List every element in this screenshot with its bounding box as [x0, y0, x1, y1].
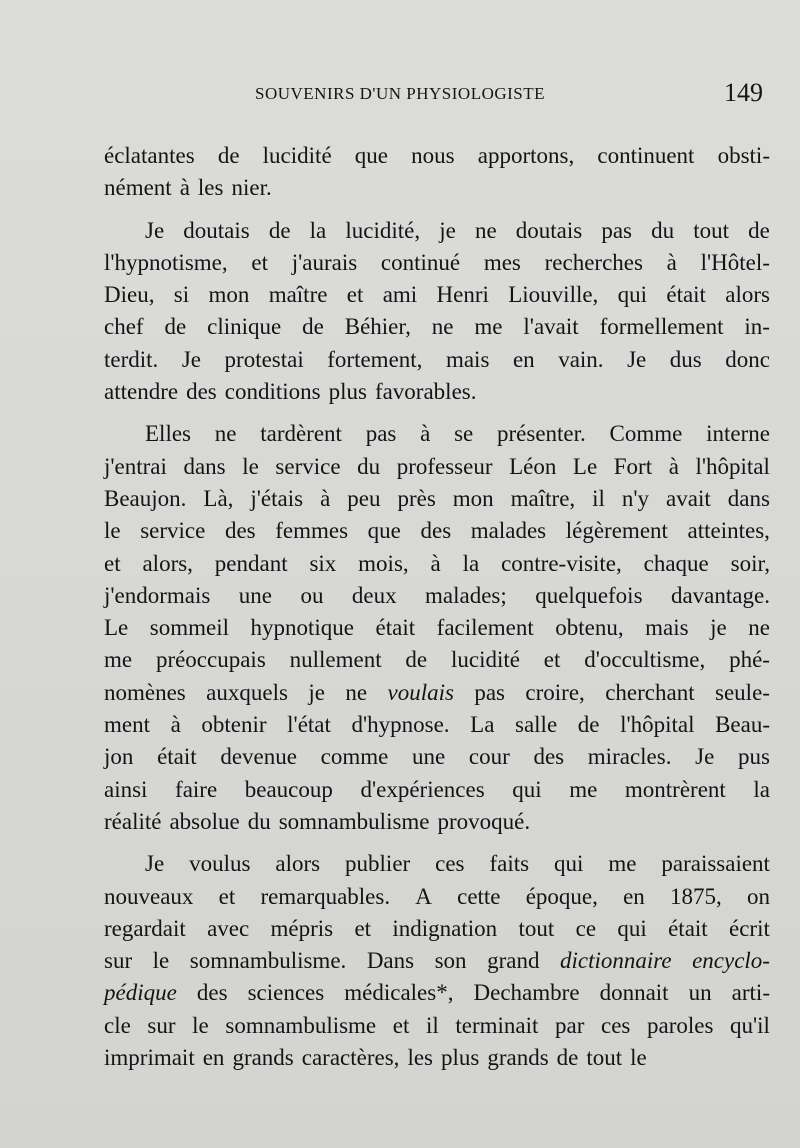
word: Dechambre	[473, 980, 580, 1006]
word: apportons,	[477, 143, 575, 168]
word: de	[164, 314, 187, 340]
word: plus	[441, 1045, 480, 1071]
text-line	[104, 548, 770, 580]
word: Fort	[613, 453, 653, 479]
word: soir,	[730, 550, 770, 576]
word: les	[197, 175, 224, 201]
word: plus	[328, 379, 367, 405]
word: comme	[320, 744, 389, 770]
text-line	[104, 311, 770, 343]
word: me	[608, 851, 637, 877]
word: avait	[666, 485, 711, 511]
word: absolue	[169, 808, 240, 834]
text-line	[104, 279, 770, 311]
word: la	[462, 550, 480, 576]
word: paroles	[646, 1012, 714, 1038]
text-line	[104, 612, 770, 644]
word: remarquables.	[260, 883, 391, 909]
text-line	[104, 247, 770, 279]
word: écrit	[729, 915, 770, 941]
word: avec	[207, 915, 250, 941]
word: Je	[145, 217, 165, 243]
word: miracles.	[587, 744, 672, 770]
word: in-	[744, 314, 770, 340]
word: de	[577, 712, 600, 738]
word: qui	[554, 851, 584, 877]
word: formellement	[599, 314, 724, 340]
word: présenter.	[497, 421, 586, 447]
word: pus	[737, 744, 770, 770]
word: attendre	[104, 379, 179, 405]
text-line	[104, 1010, 770, 1042]
word: nous	[411, 143, 455, 168]
word: peu	[347, 485, 381, 511]
word: n'y	[621, 485, 650, 511]
text-line	[104, 580, 770, 612]
text-line	[104, 344, 770, 376]
word: et	[251, 249, 268, 275]
page-number: 149	[724, 78, 763, 107]
word: et	[346, 282, 364, 308]
word: grand	[487, 948, 540, 974]
text-line	[104, 677, 770, 709]
word: réalité	[104, 808, 162, 834]
word: ces	[601, 1012, 631, 1038]
word: je	[710, 615, 727, 641]
word: nomènes	[104, 679, 186, 705]
word: était	[668, 915, 708, 941]
word: une	[412, 744, 446, 770]
word: me	[569, 776, 598, 802]
word: continué	[380, 249, 461, 275]
text-line	[104, 741, 770, 773]
word: Liouville,	[508, 282, 599, 308]
word: à	[420, 421, 431, 447]
text-line	[104, 881, 770, 913]
word: nément	[104, 175, 172, 201]
word: alors	[275, 851, 321, 877]
word: regardait	[104, 915, 186, 941]
word: le	[104, 518, 121, 544]
text-line	[104, 376, 770, 408]
word: j'étais	[250, 485, 304, 511]
word: cette	[457, 883, 501, 909]
word: tout	[586, 1045, 623, 1071]
word: à	[179, 175, 190, 201]
word: quelquefois	[535, 582, 643, 608]
word: à	[170, 712, 181, 738]
word: du	[247, 808, 271, 834]
word: maître,	[510, 485, 576, 511]
word: voulus	[189, 851, 251, 877]
word: mon	[452, 485, 494, 511]
word: pas	[474, 679, 506, 705]
word: et	[218, 883, 236, 909]
word: Elles	[145, 421, 191, 447]
running-head: SOUVENIRS D'UN PHYSIOLOGISTE	[255, 84, 546, 103]
word: le	[152, 948, 170, 974]
word: près	[397, 485, 436, 511]
word: à	[668, 453, 679, 479]
word: Beau-	[715, 712, 770, 738]
word: indignation	[392, 915, 498, 941]
word: se	[454, 421, 474, 447]
word: clinique	[207, 314, 282, 340]
word: ne	[748, 615, 770, 641]
word: de	[268, 217, 291, 243]
word: femmes	[275, 518, 349, 544]
word: je	[439, 217, 456, 243]
word: dictionnaire	[559, 948, 672, 974]
word: lucidité	[450, 647, 520, 673]
word: terdit.	[104, 346, 159, 372]
text-line	[104, 215, 770, 247]
word: Je	[627, 346, 647, 372]
word: qui	[512, 776, 542, 802]
text-line	[104, 1042, 770, 1074]
word: somnambulisme.	[189, 948, 347, 974]
word: mais	[645, 615, 689, 641]
word: il	[592, 485, 605, 511]
word: malades	[470, 518, 547, 544]
word: beaucoup	[244, 776, 333, 802]
word: provoqué.	[437, 808, 531, 834]
word: cour	[468, 744, 510, 770]
word: davantage.	[670, 582, 770, 608]
text-line	[104, 913, 770, 945]
word: Henri	[436, 282, 489, 308]
word: d'expériences	[360, 776, 485, 802]
word: sur	[147, 1012, 176, 1038]
word: Dans	[366, 948, 415, 974]
word: des	[186, 379, 217, 405]
word: tardèrent	[260, 421, 342, 447]
word: alors,	[142, 550, 193, 576]
word: Beaujon.	[104, 485, 187, 511]
word: jon	[104, 744, 134, 770]
word: donnait	[599, 980, 669, 1006]
word: en	[512, 346, 535, 372]
word: médicales*,	[344, 980, 454, 1006]
text-line	[104, 806, 770, 838]
word: tout	[693, 217, 730, 243]
word: lucidité	[262, 143, 332, 168]
word: imprimait	[104, 1045, 195, 1071]
word: je	[308, 679, 325, 705]
word: recherches	[544, 249, 643, 275]
word: terminait	[455, 1012, 539, 1038]
word: six	[309, 550, 337, 576]
word: à	[666, 249, 677, 275]
word: arti-	[731, 980, 770, 1006]
word: de	[217, 143, 240, 168]
word: sommeil	[149, 615, 230, 641]
word: contre-visite,	[501, 550, 622, 576]
word: et	[104, 550, 121, 576]
word: malades;	[425, 582, 507, 608]
text-line	[104, 515, 770, 547]
word: ment	[104, 712, 150, 738]
text-line	[104, 644, 770, 676]
word: doutais	[183, 217, 250, 243]
word: paraissaient	[661, 851, 770, 877]
word: mépris	[270, 915, 334, 941]
word: en	[202, 1045, 225, 1071]
word: à	[430, 550, 441, 576]
word: salle	[515, 712, 558, 738]
word: ne	[431, 314, 454, 340]
word: vain.	[558, 346, 604, 372]
word: et	[354, 915, 372, 941]
text-line	[104, 848, 770, 880]
word: était	[375, 615, 416, 641]
word: pendant	[214, 550, 288, 576]
word: de	[556, 1045, 579, 1071]
word: pas	[365, 421, 397, 447]
word: ne	[345, 679, 368, 705]
word: publier	[345, 851, 411, 877]
word: conditions	[224, 379, 321, 405]
word: le	[242, 453, 259, 479]
word: époque,	[525, 883, 598, 909]
word: tout	[518, 915, 555, 941]
word: maître	[268, 282, 328, 308]
word: encyclo-	[692, 948, 770, 974]
text-line	[104, 945, 770, 977]
word: devenue	[220, 744, 297, 770]
word: il	[425, 1012, 439, 1038]
word: ou	[300, 582, 324, 608]
word: croire,	[525, 679, 585, 705]
word: La	[470, 712, 495, 738]
text-line	[104, 709, 770, 741]
word: mon	[208, 282, 250, 308]
word: Béhier,	[344, 314, 411, 340]
word: 1875,	[670, 883, 722, 909]
word: pas	[601, 217, 633, 243]
word: qui	[617, 282, 648, 308]
word: des	[533, 744, 565, 770]
word: et	[543, 647, 561, 673]
word: continuent	[597, 143, 695, 168]
word: en	[623, 883, 645, 909]
word: me	[474, 314, 503, 340]
word: obsti-	[717, 143, 770, 168]
word: si	[173, 282, 190, 308]
word: l'avait	[523, 314, 579, 340]
text-line	[104, 418, 770, 450]
word: interne	[706, 421, 770, 447]
word: chaque	[643, 550, 709, 576]
word: et	[392, 1012, 410, 1038]
text-line	[104, 172, 770, 204]
word: des	[224, 518, 256, 544]
word: l'hôpital	[695, 453, 770, 479]
word: Le	[572, 453, 598, 479]
word: mois,	[358, 550, 409, 576]
word: service	[275, 453, 341, 479]
word: les	[407, 1045, 433, 1071]
word: cherchant	[605, 679, 695, 705]
word: de	[405, 647, 428, 673]
word: Le	[104, 615, 129, 641]
word: par	[555, 1012, 585, 1038]
word: l'Hôtel-	[700, 249, 770, 275]
word: nullement	[289, 647, 382, 673]
word: facilement	[436, 615, 534, 641]
word: des	[420, 518, 452, 544]
body-text	[104, 140, 770, 1074]
word: ne	[214, 421, 237, 447]
word: était	[157, 744, 197, 770]
word: que	[367, 518, 401, 544]
word: favorables.	[374, 379, 477, 405]
word: dus	[669, 346, 702, 372]
word: Dieu,	[104, 282, 155, 308]
word: obtenu,	[555, 615, 624, 641]
word: caractères,	[301, 1045, 400, 1071]
word: Je	[145, 851, 165, 877]
word: alors	[725, 282, 770, 308]
word: j'endormais	[104, 582, 211, 608]
word: qu'il	[730, 1012, 770, 1038]
text-line	[104, 977, 770, 1009]
word: obtenir	[201, 712, 267, 738]
word: dans	[183, 453, 226, 479]
word: professeur	[396, 453, 493, 479]
word: j'entrai	[104, 453, 167, 479]
word: lucidité,	[345, 217, 421, 243]
word: nouveaux	[104, 883, 194, 909]
word: atteintes,	[687, 518, 770, 544]
word: légèrement	[565, 518, 668, 544]
text-line	[104, 774, 770, 806]
word: doutais	[515, 217, 583, 243]
text-line	[104, 483, 770, 515]
word: fortement,	[327, 346, 423, 372]
word: de	[748, 217, 770, 243]
word: d'hypnose.	[351, 712, 450, 738]
word: l'état	[287, 712, 331, 738]
word: son	[434, 948, 467, 974]
word: des	[196, 980, 228, 1006]
word: Léon	[509, 453, 557, 479]
word: du	[651, 217, 675, 243]
word: était	[666, 282, 706, 308]
word: auxquels	[206, 679, 288, 705]
word: Je	[181, 346, 201, 372]
word: le	[630, 1045, 647, 1071]
word: somnambulisme	[225, 1012, 377, 1038]
word: seule-	[715, 679, 770, 705]
word: que	[354, 143, 389, 168]
word: Là,	[203, 485, 234, 511]
word: préoccupais	[155, 647, 266, 673]
word: d'occultisme,	[584, 647, 706, 673]
word: ami	[382, 282, 418, 308]
word: A	[415, 883, 432, 909]
word: Je	[695, 744, 715, 770]
word: protestai	[224, 346, 304, 372]
word: ne	[474, 217, 497, 243]
word: voulais	[387, 679, 454, 705]
word: la	[753, 776, 770, 802]
text-line	[104, 140, 770, 172]
word: grands	[487, 1045, 549, 1071]
word: faits	[489, 851, 530, 877]
word: à	[320, 485, 331, 511]
word: mais	[445, 346, 490, 372]
text-line	[104, 451, 770, 483]
word: du	[357, 453, 381, 479]
word: ces	[435, 851, 465, 877]
word: phé-	[729, 647, 770, 673]
word: somnambulisme	[278, 808, 430, 834]
word: montrèrent	[624, 776, 726, 802]
word: ainsi	[104, 776, 148, 802]
word: deux	[351, 582, 397, 608]
word: on	[746, 883, 770, 909]
word: me	[104, 647, 133, 673]
word: faire	[175, 776, 218, 802]
word: l'hôpital	[620, 712, 695, 738]
word: de	[302, 314, 324, 340]
word: service	[140, 518, 206, 544]
word: pédique	[104, 980, 177, 1006]
word: un	[688, 980, 712, 1006]
word: sciences	[247, 980, 325, 1006]
word: le	[192, 1012, 209, 1038]
word: nier.	[231, 175, 272, 201]
word: sur	[104, 948, 133, 974]
word: grands	[232, 1045, 294, 1071]
word: Comme	[609, 421, 683, 447]
word: dans	[727, 485, 770, 511]
word: ce	[575, 915, 597, 941]
word: mes	[483, 249, 521, 275]
word: la	[309, 217, 327, 243]
word: éclatantes	[104, 143, 195, 168]
word: l'hypnotisme,	[104, 249, 228, 275]
word: qui	[617, 915, 647, 941]
word: j'aurais	[291, 249, 358, 275]
word: une	[238, 582, 272, 608]
word: cle	[104, 1012, 131, 1038]
word: chef	[104, 314, 144, 340]
word: donc	[725, 346, 770, 372]
word: hypnotique	[250, 615, 355, 641]
